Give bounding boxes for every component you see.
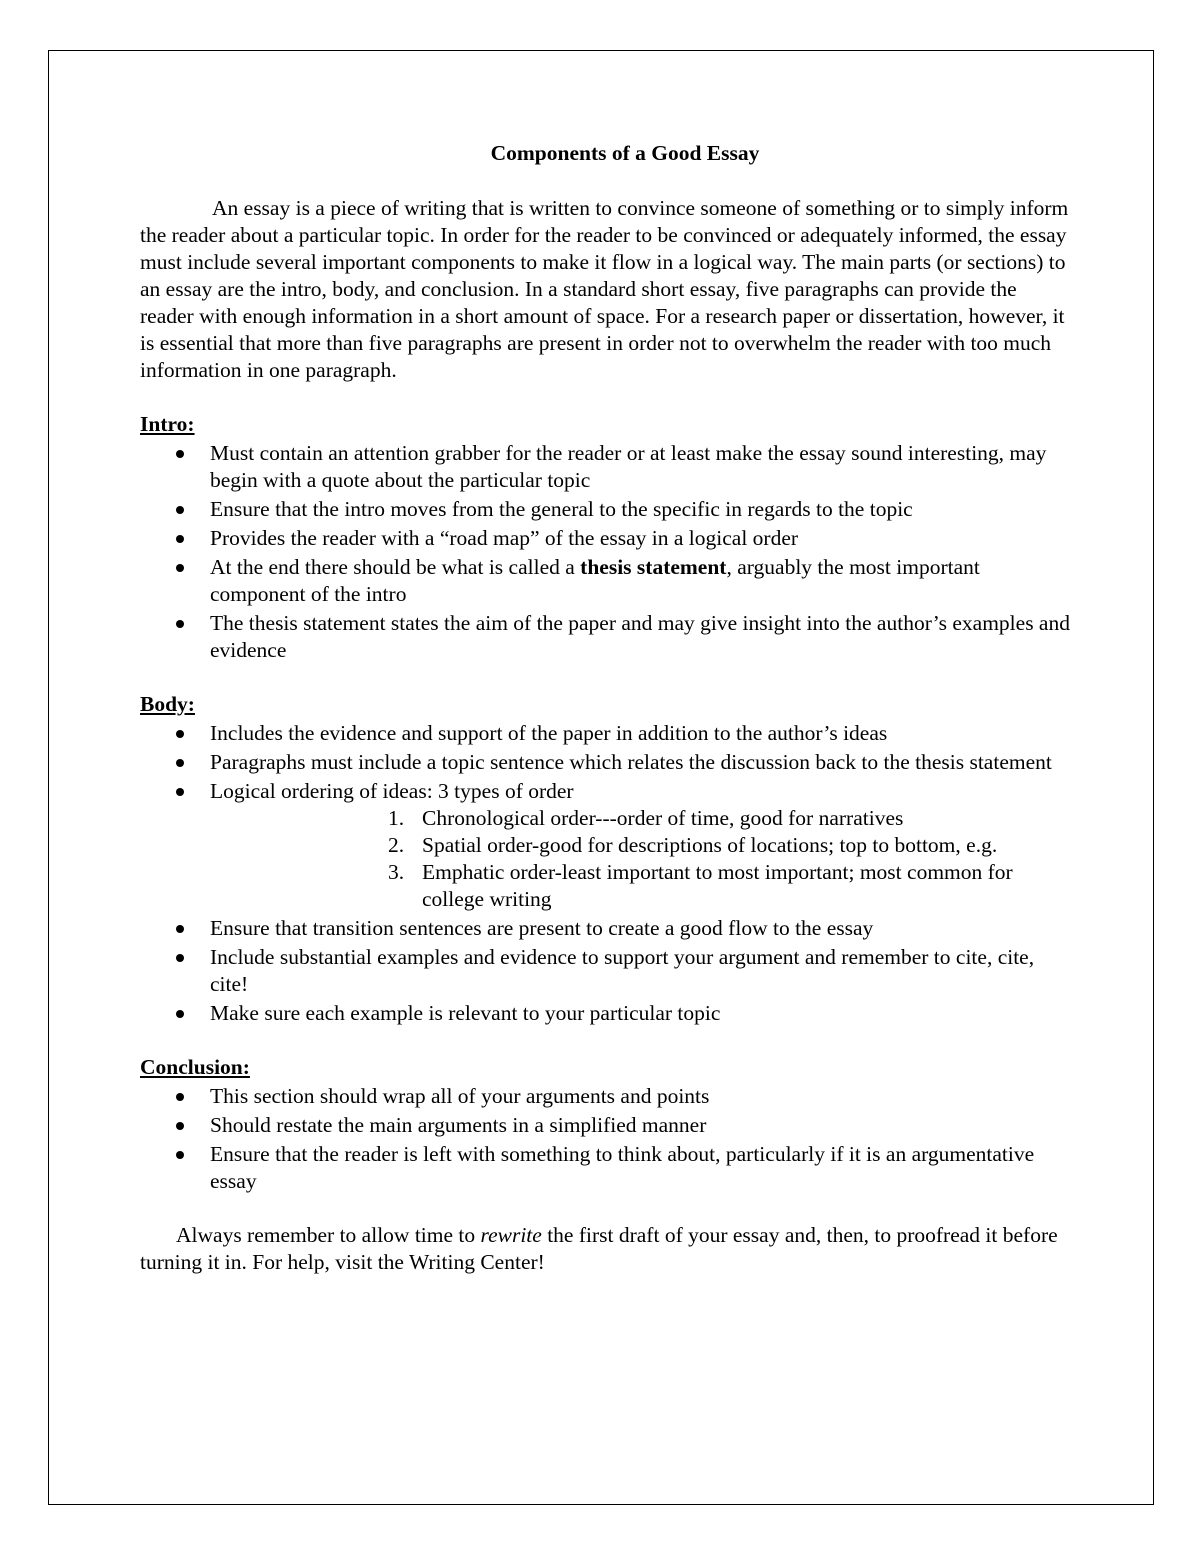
bullet-icon xyxy=(176,1122,184,1130)
list-item: Ensure that transition sentences are present to create a good flow to the essay xyxy=(140,915,1070,942)
order-types-list xyxy=(210,805,1070,913)
list-item: Logical ordering of ideas: 3 types of order 1. Chronological order---order of time, good for narratives 2. Spatial order-good for descriptions of locations; top to bottom, e.g. 3. Emphatic order-least important to most important; most common for college writing xyxy=(140,778,1070,913)
bullet-icon xyxy=(176,1010,184,1018)
list-item: Make sure each example is relevant to your particular topic xyxy=(140,1000,1070,1027)
bullet-icon xyxy=(176,506,184,514)
closing-paragraph: Always remember to allow time to rewrite the first draft of your essay and, then, to proofread it before turning it in. For help, visit the Writing Center! xyxy=(140,1223,1058,1274)
bullet-icon xyxy=(176,535,184,543)
bullet-icon xyxy=(176,620,184,628)
numbered-item: 3. Emphatic order-least important to most important; most common for college writing xyxy=(388,860,1013,911)
list-item: Includes the evidence and support of the paper in addition to the author’s ideas xyxy=(140,720,1070,747)
rewrite-emphasis: rewrite xyxy=(480,1223,542,1247)
essay-document xyxy=(140,140,1070,1276)
bullet-icon xyxy=(176,788,184,796)
list-item: Include substantial examples and evidence to support your argument and remember to cite, cite, cite! xyxy=(140,944,1070,998)
document-title: Components of a Good Essay xyxy=(490,141,760,165)
list-item: Ensure that the intro moves from the general to the specific in regards to the topic xyxy=(140,496,1070,523)
list-item: Paragraphs must include a topic sentence which relates the discussion back to the thesis statement xyxy=(140,749,1070,776)
body-bullet-list xyxy=(140,720,1070,1027)
list-item: Ensure that the reader is left with something to think about, particularly if it is an argumentative essay xyxy=(140,1141,1070,1195)
intro-heading: Intro: xyxy=(140,412,195,436)
list-item: The thesis statement states the aim of the paper and may give insight into the author’s examples and evidence xyxy=(140,610,1070,664)
list-item: Should restate the main arguments in a simplified manner xyxy=(140,1112,1070,1139)
bullet-icon xyxy=(176,564,184,572)
numbered-item: 1. Chronological order---order of time, good for narratives xyxy=(388,806,904,830)
list-item: This section should wrap all of your arguments and points xyxy=(140,1083,1070,1110)
numbered-item: 2. Spatial order-good for descriptions of locations; top to bottom, e.g. xyxy=(388,833,998,857)
body-heading: Body: xyxy=(140,692,195,716)
bullet-icon xyxy=(176,1093,184,1101)
bullet-icon xyxy=(176,954,184,962)
conclusion-bullet-list xyxy=(140,1083,1070,1195)
bullet-icon xyxy=(176,925,184,933)
list-item: Must contain an attention grabber for the reader or at least make the essay sound interesting, may begin with a quote about the particular topic xyxy=(140,440,1070,494)
intro-paragraph: An essay is a piece of writing that is written to convince someone of something or to simply inform the reader about a particular topic. In order for the reader to be convinced or adequately informed, the essay must include several important components to make it flow in a logical way. The main parts (or sections) to an essay are the intro, body, and conclusion. In a standard short essay, five paragraphs can provide the reader with enough information in a short amount of space. For a research paper or dissertation, however, it is essential that more than five paragraphs are present in order not to overwhelm the reader with too much information in one paragraph. xyxy=(140,196,1069,382)
list-item: At the end there should be what is called a thesis statement, arguably the most important component of the intro xyxy=(140,554,1070,608)
bullet-icon xyxy=(176,730,184,738)
intro-section xyxy=(140,411,1070,664)
conclusion-section xyxy=(140,1054,1070,1195)
bullet-icon xyxy=(176,450,184,458)
list-item: Provides the reader with a “road map” of the essay in a logical order xyxy=(140,525,1070,552)
conclusion-heading: Conclusion: xyxy=(140,1055,250,1079)
intro-bullet-list xyxy=(140,440,1070,664)
bullet-icon xyxy=(176,759,184,767)
thesis-statement-term: thesis statement xyxy=(580,555,727,579)
body-section xyxy=(140,691,1070,1027)
bullet-icon xyxy=(176,1151,184,1159)
